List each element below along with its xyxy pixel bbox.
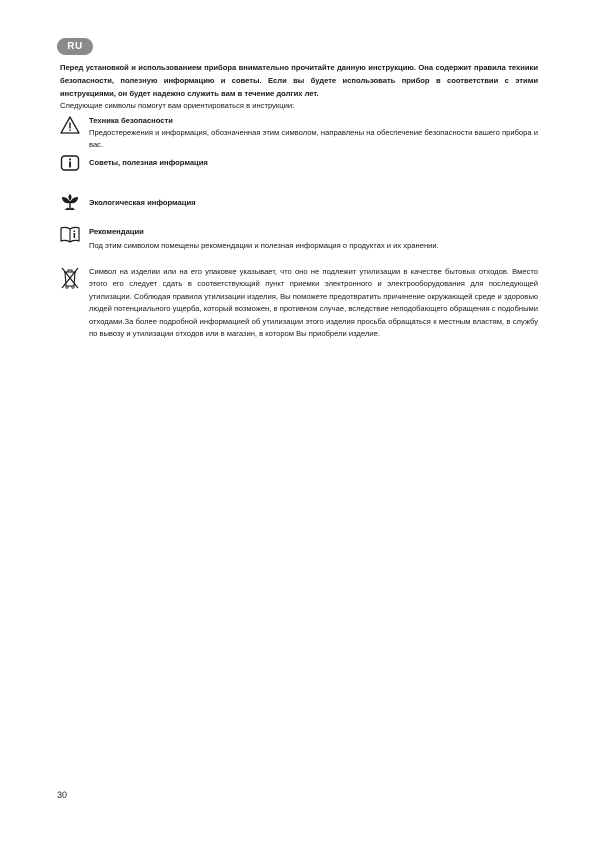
warning-triangle-icon: [60, 115, 80, 135]
intro-paragraph: Перед установкой и использованием прибора внимательно прочитайте данную инструкцию. Она содержит правила техники безопасности, полезную информацию и советы. Если вы будете использовать прибор в соответствии с этими инструкциями, он будет надежно служить вам в течение долгих лет.: [60, 63, 538, 98]
crossed-bin-icon: [60, 266, 80, 290]
section-recommendations: [60, 224, 538, 264]
section-title: Рекомендации: [89, 227, 144, 236]
page-number: 30: [57, 790, 68, 800]
info-icon: [60, 153, 80, 173]
section-body: Предостережения и информация, обозначенная этим символом, направлены на обеспечение безопасности вашего прибора и вас.: [89, 128, 538, 150]
section-eco: [60, 192, 538, 212]
section-disposal: [60, 266, 538, 366]
language-badge: RU: [57, 38, 93, 55]
section-tips: [60, 153, 538, 173]
section-title: Техника безопасности: [89, 116, 173, 125]
section-body: Символ на изделии или на его упаковке указывает, что оно не подлежит утилизации в качестве бытовых отходов. Вместо этого его следует сдать в соответствующий пункт приемки электронного и электрооборудования для последующей утилизации. Соблюдая правила утилизации изделия, Вы поможете предотвратить причинение окружающей среде и здоровью людей потенциального ущерба, который возможен, в противном случае, вследствие неподобающего обращения с подобными отходами.За более подробной информацией об утилизации этого изделия просьба обращаться к местным властям, в службу по вывозу и утилизации отходов или в магазин, в котором Вы приобрели изделие.: [89, 267, 538, 339]
section-title: Советы, полезная информация: [89, 158, 208, 167]
eco-leaf-icon: [60, 192, 80, 212]
section-body: Под этим символом помещены рекомендации и полезная информация о продуктах и их хранении.: [89, 241, 439, 250]
symbols-guide-text: Следующие символы помогут вам ориентироваться в инструкции:: [60, 101, 295, 110]
book-info-icon: [60, 224, 80, 244]
section-title: Экологическая информация: [89, 198, 196, 207]
section-safety: [60, 115, 538, 151]
